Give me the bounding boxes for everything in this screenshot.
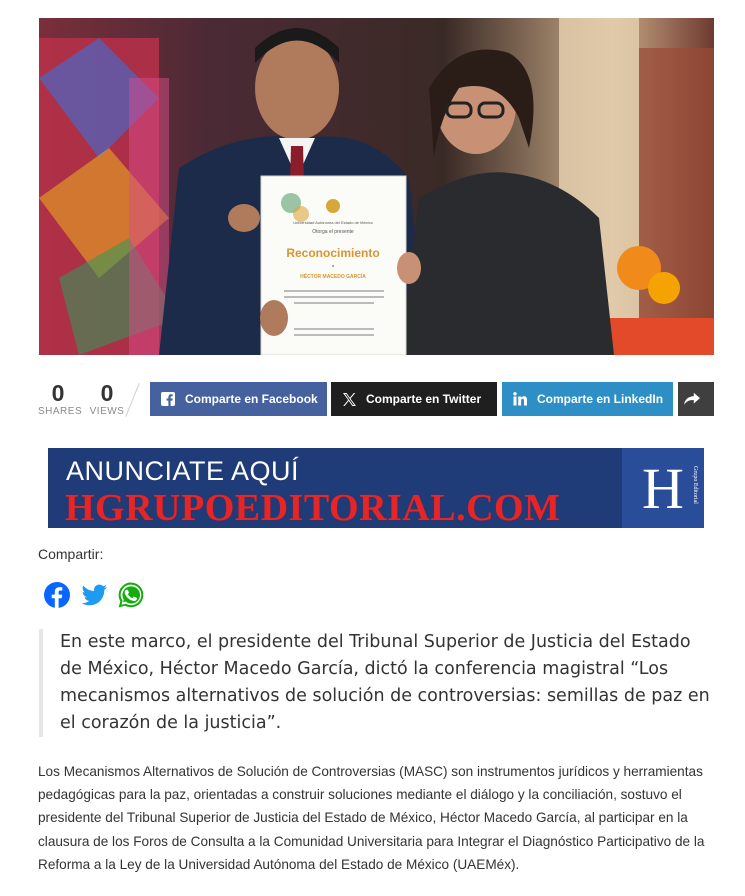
twitter-icon[interactable] [79, 580, 108, 609]
banner-ad[interactable] [48, 448, 704, 528]
share-twitter-label: Comparte en Twitter [366, 392, 482, 406]
share-more-button[interactable] [678, 382, 714, 416]
stats-divider [125, 383, 139, 417]
share-facebook-button[interactable] [150, 382, 327, 416]
hero-illustration [39, 18, 714, 355]
hero-photo [39, 18, 714, 355]
certificate-title: Reconocimiento [286, 246, 380, 260]
views-count: 0 [100, 380, 114, 406]
social-share-icons [42, 580, 145, 609]
certificate-grants: Otorga el presente [312, 229, 354, 235]
share-facebook-label: Comparte en Facebook [185, 392, 318, 406]
shares-count: 0 [51, 380, 65, 406]
share-section-label: Compartir: [38, 546, 104, 562]
certificate-issuer: Universidad Autónoma del Estado de México [293, 220, 373, 225]
shares-label: SHARES [38, 406, 83, 417]
x-icon [341, 391, 357, 407]
views-stat [88, 380, 126, 418]
facebook-icon[interactable] [42, 580, 71, 609]
ad-logo-subtitle: Grupo Editorial [692, 466, 698, 504]
certificate-to: a [331, 263, 335, 268]
whatsapp-icon[interactable] [116, 580, 145, 609]
article-quote: En este marco, el presidente del Tribunal Superior de Justicia del Estado de México, Héctor Macedo García, dictó la conferencia magistral “Los mecanismos alternativos de solución de controversias: semillas de paz en el corazón de la justicia”. [39, 629, 711, 737]
ad-logo-letter: H [642, 455, 684, 521]
ad-domain: HGRUPOEDITORIAL.COM [65, 487, 561, 528]
facebook-icon [160, 391, 176, 407]
article-paragraph: Los Mecanismos Alternativos de Solución de Controversias (MASC) son instrumentos jurídicos y herramientas pedagógicas para la paz, orientadas a construir soluciones mediante el diálogo y la conciliación, sostuvo el presidente del Tribunal Superior de Justicia del Estado de México, Héctor Macedo García, al participar en la clausura de los Foros de Consulta a la Comunidad Universitaria para Integrar el Diagnóstico Participativo de la Reforma a la Ley de la Universidad Autónoma del Estado de México (UAEMéx). [38, 764, 705, 872]
certificate-recipient: HÉCTOR MACEDO GARCÍA [300, 274, 366, 280]
share-arrow-icon [684, 391, 700, 407]
share-linkedin-button[interactable] [502, 382, 673, 416]
share-twitter-button[interactable] [331, 382, 497, 416]
linkedin-icon [512, 391, 528, 407]
shares-stat [38, 380, 83, 418]
views-label: VIEWS [89, 406, 125, 417]
share-linkedin-label: Comparte en LinkedIn [537, 392, 664, 406]
ad-headline: ANUNCIATE AQUÍ [66, 456, 300, 486]
